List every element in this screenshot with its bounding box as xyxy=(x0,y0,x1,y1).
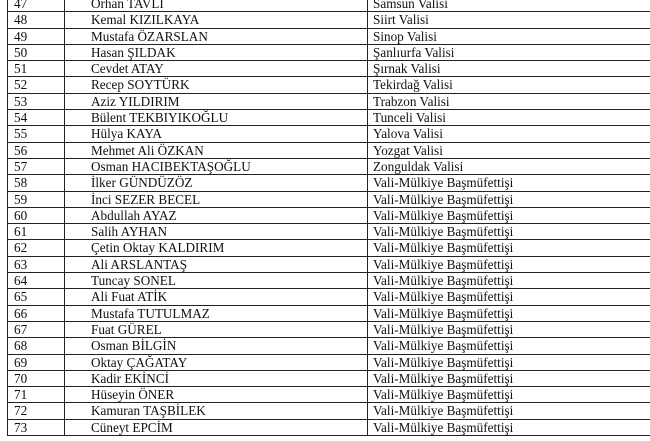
row-number: 50 xyxy=(8,44,65,60)
row-number: 64 xyxy=(8,273,65,289)
row-number: 53 xyxy=(8,93,65,109)
person-name: Kemal KIZILKAYA xyxy=(65,12,368,28)
table-row xyxy=(8,354,650,370)
person-name: Hasan ŞILDAK xyxy=(65,44,368,60)
table-row xyxy=(8,158,650,174)
person-name: İnci SEZER BECEL xyxy=(65,191,368,207)
table-row xyxy=(8,403,650,419)
appointment-table xyxy=(7,0,650,436)
row-number: 51 xyxy=(8,61,65,77)
table-row xyxy=(8,61,650,77)
table-row xyxy=(8,12,650,28)
position-title: Vali-Mülkiye Başmüfettişi xyxy=(368,370,650,386)
person-name: Ali ARSLANTAŞ xyxy=(65,256,368,272)
position-title: Vali-Mülkiye Başmüfettişi xyxy=(368,273,650,289)
row-number: 55 xyxy=(8,126,65,142)
row-number: 61 xyxy=(8,224,65,240)
row-number: 62 xyxy=(8,240,65,256)
position-title: Vali-Mülkiye Başmüfettişi xyxy=(368,419,650,435)
table-row xyxy=(8,142,650,158)
table-row xyxy=(8,0,650,12)
position-title: Vali-Mülkiye Başmüfettişi xyxy=(368,191,650,207)
row-number: 69 xyxy=(8,354,65,370)
row-number: 68 xyxy=(8,338,65,354)
person-name: Hüseyin ÖNER xyxy=(65,387,368,403)
person-name: Fuat GÜREL xyxy=(65,321,368,337)
row-number: 66 xyxy=(8,305,65,321)
position-title: Vali-Mülkiye Başmüfettişi xyxy=(368,240,650,256)
position-title: Vali-Mülkiye Başmüfettişi xyxy=(368,305,650,321)
person-name: Hülya KAYA xyxy=(65,126,368,142)
table-row xyxy=(8,28,650,44)
table-row xyxy=(8,256,650,272)
row-number: 47 xyxy=(8,0,65,12)
person-name: Çetin Oktay KALDIRIM xyxy=(65,240,368,256)
person-name: Mustafa ÖZARSLAN xyxy=(65,28,368,44)
row-number: 59 xyxy=(8,191,65,207)
table-row xyxy=(8,110,650,126)
table-row xyxy=(8,273,650,289)
position-title: Siirt Valisi xyxy=(368,12,650,28)
row-number: 52 xyxy=(8,77,65,93)
person-name: Kadir EKİNCİ xyxy=(65,370,368,386)
row-number: 70 xyxy=(8,370,65,386)
row-number: 67 xyxy=(8,321,65,337)
position-title: Samsun Valisi xyxy=(368,0,650,12)
table-row xyxy=(8,419,650,435)
position-title: Tekirdağ Valisi xyxy=(368,77,650,93)
table-row xyxy=(8,175,650,191)
row-number: 65 xyxy=(8,289,65,305)
position-title: Vali-Mülkiye Başmüfettişi xyxy=(368,354,650,370)
row-number: 71 xyxy=(8,387,65,403)
position-title: Vali-Mülkiye Başmüfettişi xyxy=(368,403,650,419)
row-number: 54 xyxy=(8,110,65,126)
position-title: Şanlıurfa Valisi xyxy=(368,44,650,60)
table-row xyxy=(8,289,650,305)
table-row xyxy=(8,207,650,223)
row-number: 56 xyxy=(8,142,65,158)
position-title: Vali-Mülkiye Başmüfettişi xyxy=(368,207,650,223)
person-name: Tuncay SONEL xyxy=(65,273,368,289)
table-row xyxy=(8,338,650,354)
person-name: Mustafa TUTULMAZ xyxy=(65,305,368,321)
person-name: Mehmet Ali ÖZKAN xyxy=(65,142,368,158)
table-row xyxy=(8,126,650,142)
position-title: Tunceli Valisi xyxy=(368,110,650,126)
person-name: Bülent TEKBIYIKOĞLU xyxy=(65,110,368,126)
person-name: Recep SOYTÜRK xyxy=(65,77,368,93)
row-number: 57 xyxy=(8,158,65,174)
row-number: 58 xyxy=(8,175,65,191)
position-title: Sinop Valisi xyxy=(368,28,650,44)
row-number: 49 xyxy=(8,28,65,44)
row-number: 60 xyxy=(8,207,65,223)
position-title: Vali-Mülkiye Başmüfettişi xyxy=(368,387,650,403)
person-name: Abdullah AYAZ xyxy=(65,207,368,223)
table-row xyxy=(8,191,650,207)
table-row xyxy=(8,93,650,109)
table-row xyxy=(8,77,650,93)
row-number: 63 xyxy=(8,256,65,272)
person-name: Cüneyt EPCİM xyxy=(65,419,368,435)
person-name: Osman HACIBEKTAŞOĞLU xyxy=(65,158,368,174)
table-row xyxy=(8,44,650,60)
person-name: Salih AYHAN xyxy=(65,224,368,240)
person-name: Oktay ÇAĞATAY xyxy=(65,354,368,370)
position-title: Şırnak Valisi xyxy=(368,61,650,77)
position-title: Vali-Mülkiye Başmüfettişi xyxy=(368,224,650,240)
table-row xyxy=(8,224,650,240)
person-name: Orhan TAVLI xyxy=(65,0,368,12)
position-title: Vali-Mülkiye Başmüfettişi xyxy=(368,321,650,337)
table-row xyxy=(8,240,650,256)
table-row xyxy=(8,387,650,403)
position-title: Zonguldak Valisi xyxy=(368,158,650,174)
table-row xyxy=(8,321,650,337)
person-name: İlker GÜNDÜZÖZ xyxy=(65,175,368,191)
position-title: Trabzon Valisi xyxy=(368,93,650,109)
position-title: Yozgat Valisi xyxy=(368,142,650,158)
row-number: 72 xyxy=(8,403,65,419)
position-title: Vali-Mülkiye Başmüfettişi xyxy=(368,175,650,191)
person-name: Osman BİLGİN xyxy=(65,338,368,354)
person-name: Ali Fuat ATİK xyxy=(65,289,368,305)
position-title: Vali-Mülkiye Başmüfettişi xyxy=(368,289,650,305)
position-title: Vali-Mülkiye Başmüfettişi xyxy=(368,256,650,272)
person-name: Aziz YILDIRIM xyxy=(65,93,368,109)
position-title: Yalova Valisi xyxy=(368,126,650,142)
person-name: Kamuran TAŞBİLEK xyxy=(65,403,368,419)
row-number: 48 xyxy=(8,12,65,28)
person-name: Cevdet ATAY xyxy=(65,61,368,77)
position-title: Vali-Mülkiye Başmüfettişi xyxy=(368,338,650,354)
table-row xyxy=(8,370,650,386)
appointment-table-body xyxy=(8,0,650,436)
row-number: 73 xyxy=(8,419,65,435)
table-row xyxy=(8,305,650,321)
